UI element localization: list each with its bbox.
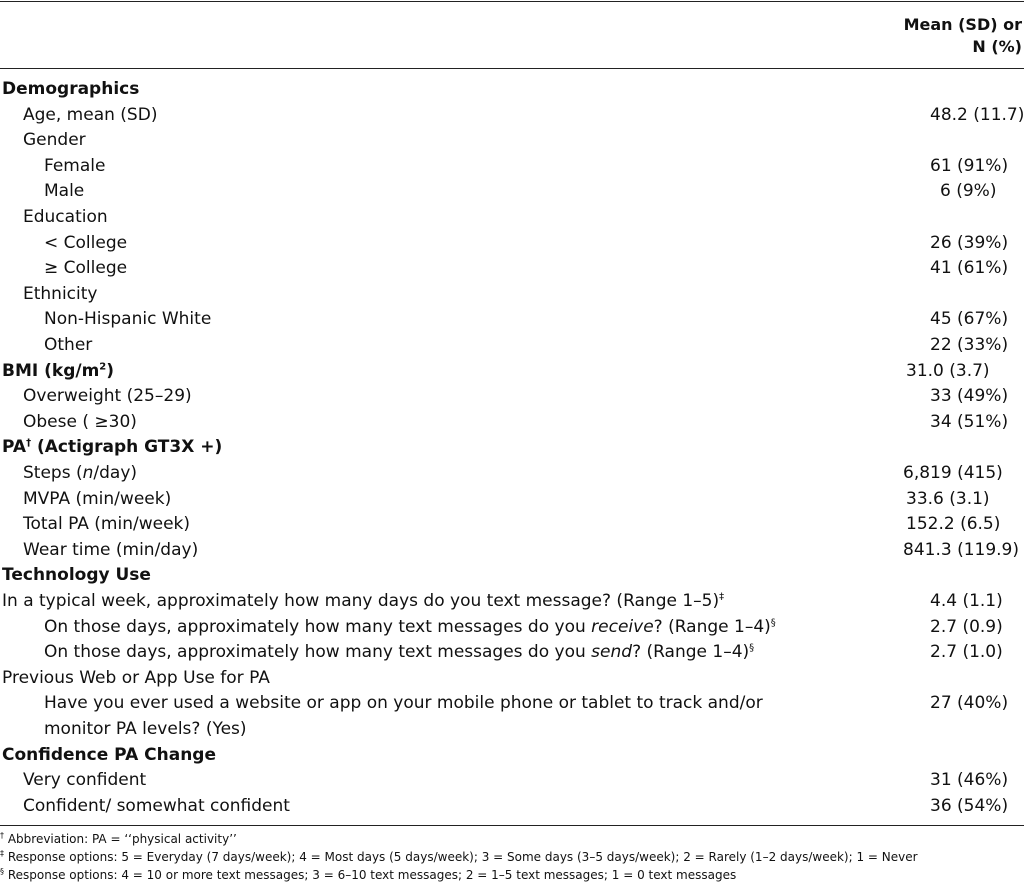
row-value: 41 (61%) [930, 258, 1009, 279]
table-row [0, 179, 1024, 205]
table-row [0, 256, 1024, 282]
row-label: MVPA (min/week) [23, 488, 172, 509]
row-value: 841.3 (119.9) [903, 539, 1020, 560]
row-label: Obese ( ≥30) [23, 411, 137, 432]
table-row [0, 410, 1024, 436]
row-value: 45 (67%) [930, 309, 1009, 330]
table-row [0, 307, 1024, 333]
row-label: Education [23, 207, 108, 227]
row-value: 2.7 (1.0) [930, 642, 1003, 663]
row-value: 6,819 (415) [903, 463, 1003, 483]
section-bmi [0, 359, 1024, 385]
row-label: Gender [23, 130, 86, 151]
table-row [0, 154, 1024, 180]
row-label: On those days, approximately how many text messages do you receive? (Range 1–4)§ [44, 616, 776, 637]
table-row [0, 691, 1024, 743]
section-confidence [0, 743, 1024, 769]
row-value: 152.2 (6.5) [906, 514, 1001, 535]
row-label: Steps (n/day) [23, 463, 138, 483]
row-label: Very confident [23, 770, 147, 791]
section-technology [0, 563, 1024, 589]
row-value: 6 (9%) [940, 181, 997, 202]
table-row [0, 384, 1024, 410]
table-row [0, 103, 1024, 129]
table-row [0, 615, 1024, 641]
row-value: 34 (51%) [930, 411, 1009, 432]
row-value: 33 (49%) [930, 386, 1009, 407]
section-demographics [0, 77, 1024, 103]
section-label: Technology Use [2, 565, 151, 586]
table-row [0, 231, 1024, 257]
row-label: Other [44, 335, 93, 355]
row-value: 48.2 (11.7) [930, 104, 1024, 125]
row-value: 22 (33%) [930, 335, 1009, 355]
row-label: ≥ College [44, 258, 128, 279]
table-row [0, 768, 1024, 794]
section-pa [0, 435, 1024, 461]
table-row [0, 589, 1024, 615]
row-label: Non-Hispanic White [44, 309, 212, 330]
footnote: § Response options: 4 = 10 or more text messages; 3 = 6–10 text messages; 2 = 1–5 text messages; 1 = 0 text messages [0, 867, 737, 882]
row-value: 4.4 (1.1) [930, 591, 1003, 611]
row-label: Age, mean (SD) [23, 104, 158, 125]
footnote: ‡ Response options: 5 = Everyday (7 days/week); 4 = Most days (5 days/week); 3 = Some days (3–5 days/week); 2 = Rarely (1–2 days/week); 1 = Never [0, 849, 918, 864]
column-header-line1: Mean (SD) or [903, 15, 1022, 34]
row-label: Confident/ somewhat confident [23, 795, 290, 816]
row-value: 36 (54%) [930, 795, 1009, 816]
row-value: 2.7 (0.9) [930, 616, 1003, 637]
footnote: † Abbreviation: PA = ‘‘physical activity’’ [0, 831, 237, 846]
row-label: < College [44, 232, 128, 253]
row-label: Previous Web or App Use for PA [2, 667, 270, 688]
row-value: 33.6 (3.1) [906, 488, 990, 509]
table-row [0, 538, 1024, 564]
table-row [0, 461, 1024, 487]
section-label: Demographics [2, 79, 140, 99]
section-label: PA† (Actigraph GT3X +) [2, 437, 223, 458]
row-label: Overweight (25–29) [23, 386, 192, 407]
table-row [0, 666, 1024, 692]
section-label: Confidence PA Change [2, 744, 217, 765]
row-label: Total PA (min/week) [23, 514, 191, 535]
row-label: In a typical week, approximately how many days do you text message? (Range 1–5)‡ [2, 591, 725, 611]
section-label: BMI $(kg/m^2)$ [2, 360, 115, 381]
row-label: Wear time (min/day) [23, 539, 199, 560]
table-row [0, 128, 1024, 154]
row-label: Female [44, 155, 106, 176]
row-value: 61 (91%) [930, 155, 1009, 176]
table-row [0, 205, 1024, 231]
row-label: On those days, approximately how many text messages do you send? (Range 1–4)§ [44, 642, 755, 663]
row-label: Have you ever used a website or app on your mobile phone or tablet to track and/or monitor PA levels? (Yes) [44, 693, 763, 739]
bottom-rule [0, 825, 1024, 826]
top-rule [0, 1, 1024, 2]
column-header-line2: N (%) [972, 37, 1022, 56]
row-value: 31 (46%) [930, 770, 1009, 791]
row-label: Ethnicity [23, 283, 98, 304]
header-rule [0, 68, 1024, 69]
row-value: 27 (40%) [930, 693, 1009, 714]
row-value: 31.0 (3.7) [906, 360, 990, 381]
table-row [0, 512, 1024, 538]
table-row [0, 333, 1024, 359]
table-row [0, 794, 1024, 820]
table-row [0, 282, 1024, 308]
column-header [882, 14, 1022, 58]
row-value: 26 (39%) [930, 232, 1009, 253]
table-row [0, 640, 1024, 666]
table-row [0, 487, 1024, 513]
row-label: Male [44, 181, 85, 202]
